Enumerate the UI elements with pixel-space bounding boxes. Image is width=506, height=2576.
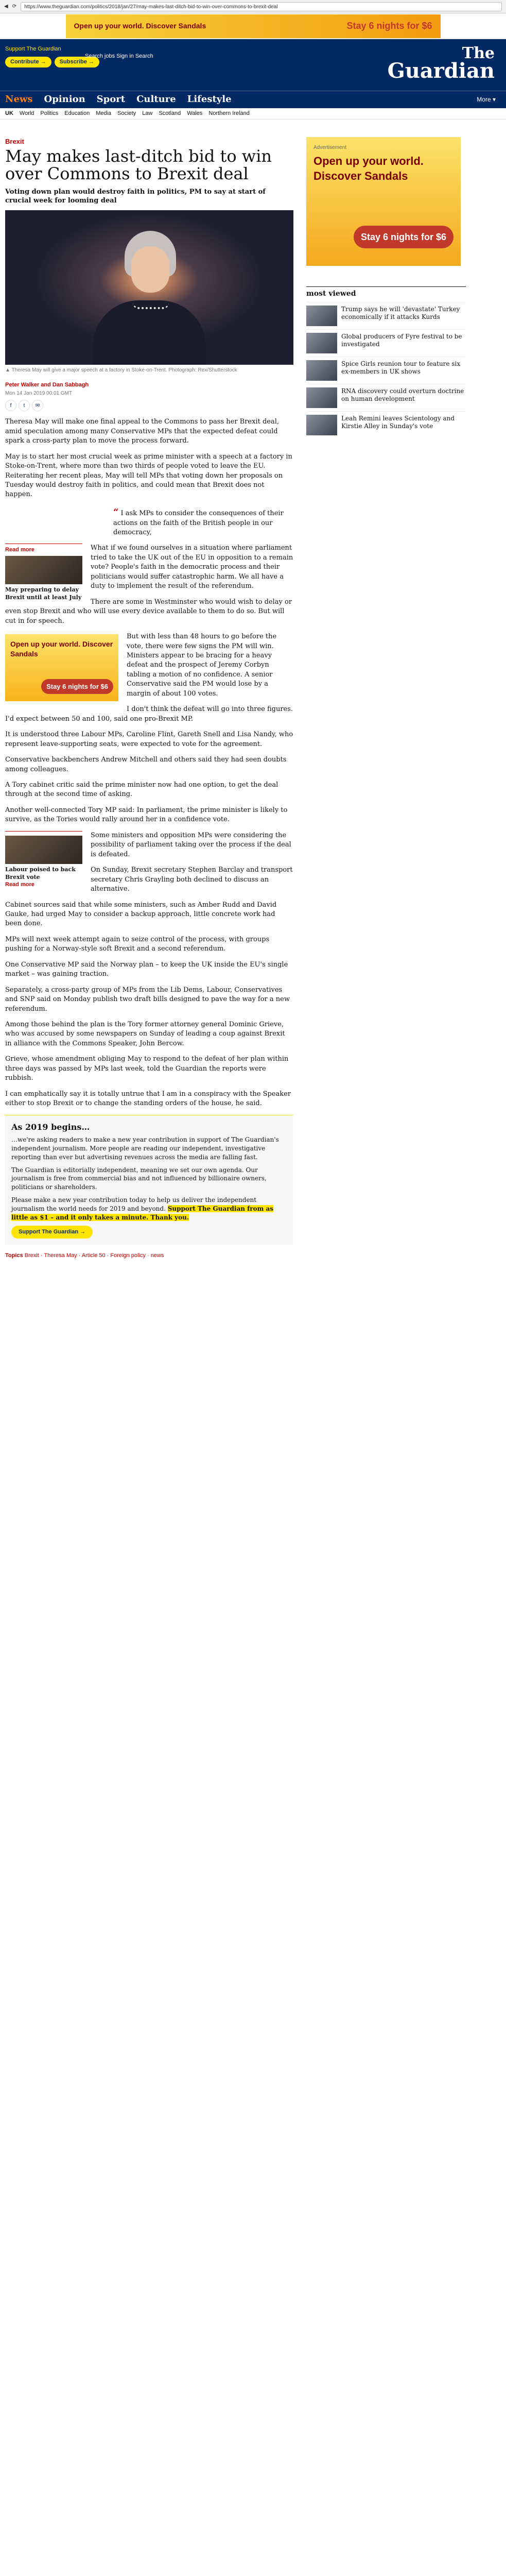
- subnav-northern-ireland[interactable]: Northern Ireland: [208, 110, 250, 117]
- paragraph: Conservative backbenchers Andrew Mitchell and others said they had seen doubts among colleagues.: [5, 756, 287, 773]
- paragraph: On Sunday, Brexit secretary Stephen Barclay and transport secretary Chris Grayling both declined to discuss an alternative.: [91, 866, 293, 893]
- epic-title: As 2019 begins…: [11, 1122, 90, 1132]
- more-menu-button[interactable]: More ▾: [477, 96, 496, 104]
- top-ad-left-text: Open up your world. Discover Sandals: [74, 22, 206, 30]
- contribute-button[interactable]: Contribute →: [5, 57, 51, 67]
- standfirst: Voting down plan would destroy faith in politics, PM to say at start of crucial week for looming deal: [5, 188, 266, 205]
- image-caption: ▲ Theresa May will give a major speech at a factory in Stoke-on-Trent. Photograph: Rex/Shutterstock: [5, 367, 237, 374]
- pull-quote-text: I ask MPs to consider the consequences of their actions on the faith of the British people in our democracy,: [113, 509, 284, 537]
- top-ad-right-text: Stay 6 nights for $6: [346, 21, 432, 31]
- address-bar[interactable]: https://www.theguardian.com/politics/2018/jan/27/may-makes-last-ditch-bid-to-win-over-commons-to-brexit-deal: [21, 2, 502, 11]
- paragraph: One Conservative MP said the Norway plan – to keep the UK inside the EU's single market – was gaining traction.: [5, 960, 288, 978]
- nav-item-culture[interactable]: Culture: [136, 94, 176, 105]
- topic-link[interactable]: Article 50: [81, 1252, 106, 1259]
- paragraph: Among those behind the plan is the Tory former attorney general Dominic Grieve, who was accused by some newspapers on Sunday of leading a coup against Brexit in alliance with the Commons Speaker, John Bercow.: [5, 1021, 285, 1047]
- topic-link[interactable]: Brexit: [24, 1252, 39, 1259]
- most-viewed-item[interactable]: [306, 357, 466, 384]
- epic-p3: Please make a new year contribution today to help us deliver the independent journalism the world needs for 2019 and beyond.: [11, 1196, 257, 1212]
- thumb: [306, 333, 337, 353]
- paragraph: There are some in Westminster who would wish to delay or even stop Brexit and who will use every device available to them to do so. But will cut in for speech.: [5, 598, 292, 625]
- topic-link[interactable]: Theresa May: [44, 1252, 77, 1259]
- byline[interactable]: Peter Walker and Dan Sabbagh: [5, 381, 89, 388]
- ad-label: Advertisement: [313, 145, 346, 150]
- epic-support-button[interactable]: Support The Guardian →: [11, 1226, 93, 1239]
- most-viewed-item[interactable]: [306, 302, 466, 329]
- browser-bar: [0, 0, 506, 13]
- subscribe-button[interactable]: Subscribe →: [55, 57, 99, 67]
- back-icon[interactable]: ◀: [4, 3, 8, 9]
- paragraph: What if we found ourselves in a situation where parliament tried to take the UK out of the EU in opposition to a remain vote? People's faith in the democratic process and their politicians would suffer catastrophic harm. We all have a duty to implement the result of the referendum.: [91, 544, 293, 590]
- right-rail: [306, 137, 476, 438]
- subnav-wales[interactable]: Wales: [187, 110, 203, 117]
- masthead: [0, 39, 506, 91]
- inline-ad-offer: Stay 6 nights for $6: [41, 679, 113, 694]
- inline-ad-text: Open up your world. Discover Sandals: [10, 640, 113, 658]
- mv-text[interactable]: Spice Girls reunion tour to feature six ex-members in UK shows: [341, 360, 461, 375]
- hero-figure-necklace: [133, 303, 169, 309]
- most-viewed-item[interactable]: [306, 329, 466, 357]
- paragraph: Separately, a cross-party group of MPs from the Lib Dems, Labour, Conservatives and SNP said on Monday publish two draft bills designed to pave the way for a new referendum.: [5, 986, 290, 1013]
- paragraph: It is understood three Labour MPs, Caroline Flint, Gareth Snell and Lisa Nandy, who represent leave-supporting seats, were expected to vote for the agreement.: [5, 731, 293, 748]
- subnav-media[interactable]: Media: [96, 110, 112, 117]
- epic-paragraph: …we're asking readers to make a new year contribution in support of The Guardian's independent journalism. More people are reading our independent, investigative reporting than ever but advertising revenues across the media are falling fast.: [11, 1136, 279, 1161]
- mv-text[interactable]: Trump says he will 'devastate' Turkey economically if it attacks Kurds: [341, 305, 460, 320]
- contribution-epic: [5, 1115, 293, 1245]
- subnav-law[interactable]: Law: [142, 110, 153, 117]
- related-thumbnail: [5, 556, 82, 584]
- paragraph: MPs will next week attempt again to seize control of the process, with groups pushing for a Norway-style soft Brexit and a second referendum.: [5, 935, 270, 953]
- related-link-card[interactable]: [5, 544, 82, 602]
- related-thumbnail-2: [5, 836, 82, 864]
- hero-image: [5, 210, 293, 365]
- subnav-uk[interactable]: UK: [5, 110, 13, 117]
- main-nav: [0, 91, 506, 108]
- article-body: [5, 417, 293, 1108]
- topics-list: Topics Brexit · Theresa May · Article 50 · Foreign policy · news: [5, 1252, 164, 1259]
- topics-label: Topics: [5, 1252, 23, 1259]
- inline-advertisement[interactable]: [5, 634, 118, 701]
- topic-link[interactable]: Foreign policy: [110, 1252, 146, 1259]
- subnav-society[interactable]: Society: [117, 110, 136, 117]
- epic-paragraph: [11, 1196, 287, 1222]
- dateline: Mon 14 Jan 2019 00.01 GMT: [5, 390, 73, 396]
- thumb: [306, 306, 337, 326]
- article-column: [5, 137, 293, 1260]
- subnav-education[interactable]: Education: [64, 110, 90, 117]
- nav-item-news[interactable]: News: [5, 94, 33, 105]
- headline: May makes last-ditch bid to win over Commons to Brexit deal: [5, 146, 272, 184]
- twitter-icon[interactable]: t: [19, 400, 30, 411]
- most-viewed-item[interactable]: [306, 411, 466, 438]
- nav-item-sport[interactable]: Sport: [96, 94, 126, 105]
- paragraph: Theresa May will make one final appeal to the Commons to pass her Brexit deal, amid speculation among many Conservative MPs that the expected defeat could spark a cross-party plan to move the process forward.: [5, 418, 280, 445]
- thumb: [306, 415, 337, 435]
- paragraph: May is to start her most crucial week as prime minister with a speech at a factory in Stoke-on-Trent, where more than two thirds of people voted to leave the EU. Reiterating her recent pleas, May will tell MPs that voting down her proposals on Tuesday would destroy faith in politics, and could mean that Brexit does not happen.: [5, 452, 292, 499]
- most-viewed-item[interactable]: [306, 384, 466, 411]
- paragraph: But with less than 48 hours to go before the vote, there were few signs the PM will win. Ministers appear to be bracing for a heavy defeat and the prospect of Jeremy Corbyn tabling a motion of no confidence. A senior Conservative said the PM would lose by a margin of about 100 votes.: [127, 633, 277, 698]
- thumb: [306, 387, 337, 408]
- subnav-scotland[interactable]: Scotland: [159, 110, 181, 117]
- hero-figure-face: [131, 246, 169, 293]
- sub-nav: [0, 108, 506, 120]
- related-title[interactable]: May preparing to delay Brexit until at least July: [5, 586, 82, 601]
- epic-highlight: Support The Guardian from as little as $1 – and it only takes a minute. Thank you.: [11, 1205, 274, 1221]
- guardian-logo[interactable]: [388, 46, 495, 81]
- most-viewed-title: most viewed: [306, 286, 466, 299]
- side-ad-headline: Open up your world. Discover Sandals: [313, 154, 424, 183]
- paragraph: Another well-connected Tory MP said: In parliament, the prime minister is likely to survive, as the Tories would rally around her in a confidence vote.: [5, 806, 288, 824]
- share-bar: [5, 400, 293, 411]
- nav-item-opinion[interactable]: Opinion: [44, 94, 85, 105]
- pull-quote: [113, 506, 293, 538]
- topic-link[interactable]: news: [150, 1252, 164, 1259]
- logo-line2: Guardian: [387, 58, 495, 83]
- paragraph: Grieve, whose amendment obliging May to respond to the defeat of her plan within three days was passed by MPs last week, told the Guardian the reports were rubbish.: [5, 1055, 289, 1082]
- facebook-icon[interactable]: f: [5, 400, 16, 411]
- mv-text[interactable]: RNA discovery could overturn doctrine on human development: [341, 387, 464, 402]
- support-text: Support The Guardian: [5, 46, 61, 52]
- paragraph: A Tory cabinet critic said the prime minister now had one option, to get the deal through at the second time of asking.: [5, 781, 278, 799]
- mv-text[interactable]: Global producers of Fyre festival to be investigated: [341, 332, 462, 348]
- related-link-card-2[interactable]: [5, 831, 82, 889]
- paragraph: I don't think the defeat will go into three figures. I'd expect between 50 and 100, said one pro-Brexit MP.: [5, 705, 293, 723]
- paragraph: Cabinet sources said that while some ministers, such as Amber Rudd and David Gauke, had urged May to consider a backup approach, little concrete work had been done.: [5, 901, 277, 928]
- paragraph: Some ministers and opposition MPs were considering the possibility of parliament taking over the process if the deal is defeated.: [91, 831, 291, 858]
- reload-icon[interactable]: ⟳: [12, 3, 17, 9]
- logo-line1: The: [462, 44, 495, 62]
- thumb: [306, 360, 337, 381]
- related-title-2[interactable]: Labour poised to back Brexit vote: [5, 866, 76, 880]
- side-ad-offer: Stay 6 nights for $6: [354, 226, 453, 248]
- paragraph: I can emphatically say it is totally untrue that I am in a conspiracy with the Speaker either to stop Brexit or to change the standing orders of the house, he said.: [5, 1090, 291, 1108]
- article-kicker[interactable]: Brexit: [5, 138, 24, 145]
- subnav-world[interactable]: World: [19, 110, 34, 117]
- top-advertisement[interactable]: [0, 13, 506, 39]
- mv-text[interactable]: Leah Remini leaves Scientology and Kirstie Alley in Sunday's vote: [341, 414, 455, 430]
- subnav-politics[interactable]: Politics: [40, 110, 59, 117]
- hero-figure-coat: [93, 300, 206, 365]
- related-read-more[interactable]: Read more: [5, 882, 34, 888]
- header-links[interactable]: Search jobs Sign in Search: [85, 53, 153, 59]
- most-viewed: [306, 286, 466, 438]
- email-icon[interactable]: ✉: [32, 400, 43, 411]
- nav-item-lifestyle[interactable]: Lifestyle: [187, 94, 232, 105]
- epic-paragraph: The Guardian is editorially independent, meaning we set our own agenda. Our journalism is free from commercial bias and not influenced by billionaire owners, politicians or shareholders.: [11, 1166, 267, 1191]
- quote-mark-icon: “: [113, 506, 119, 518]
- side-advertisement[interactable]: [306, 137, 461, 266]
- related-label: Read more: [5, 547, 34, 553]
- top-ad-banner[interactable]: [66, 14, 441, 38]
